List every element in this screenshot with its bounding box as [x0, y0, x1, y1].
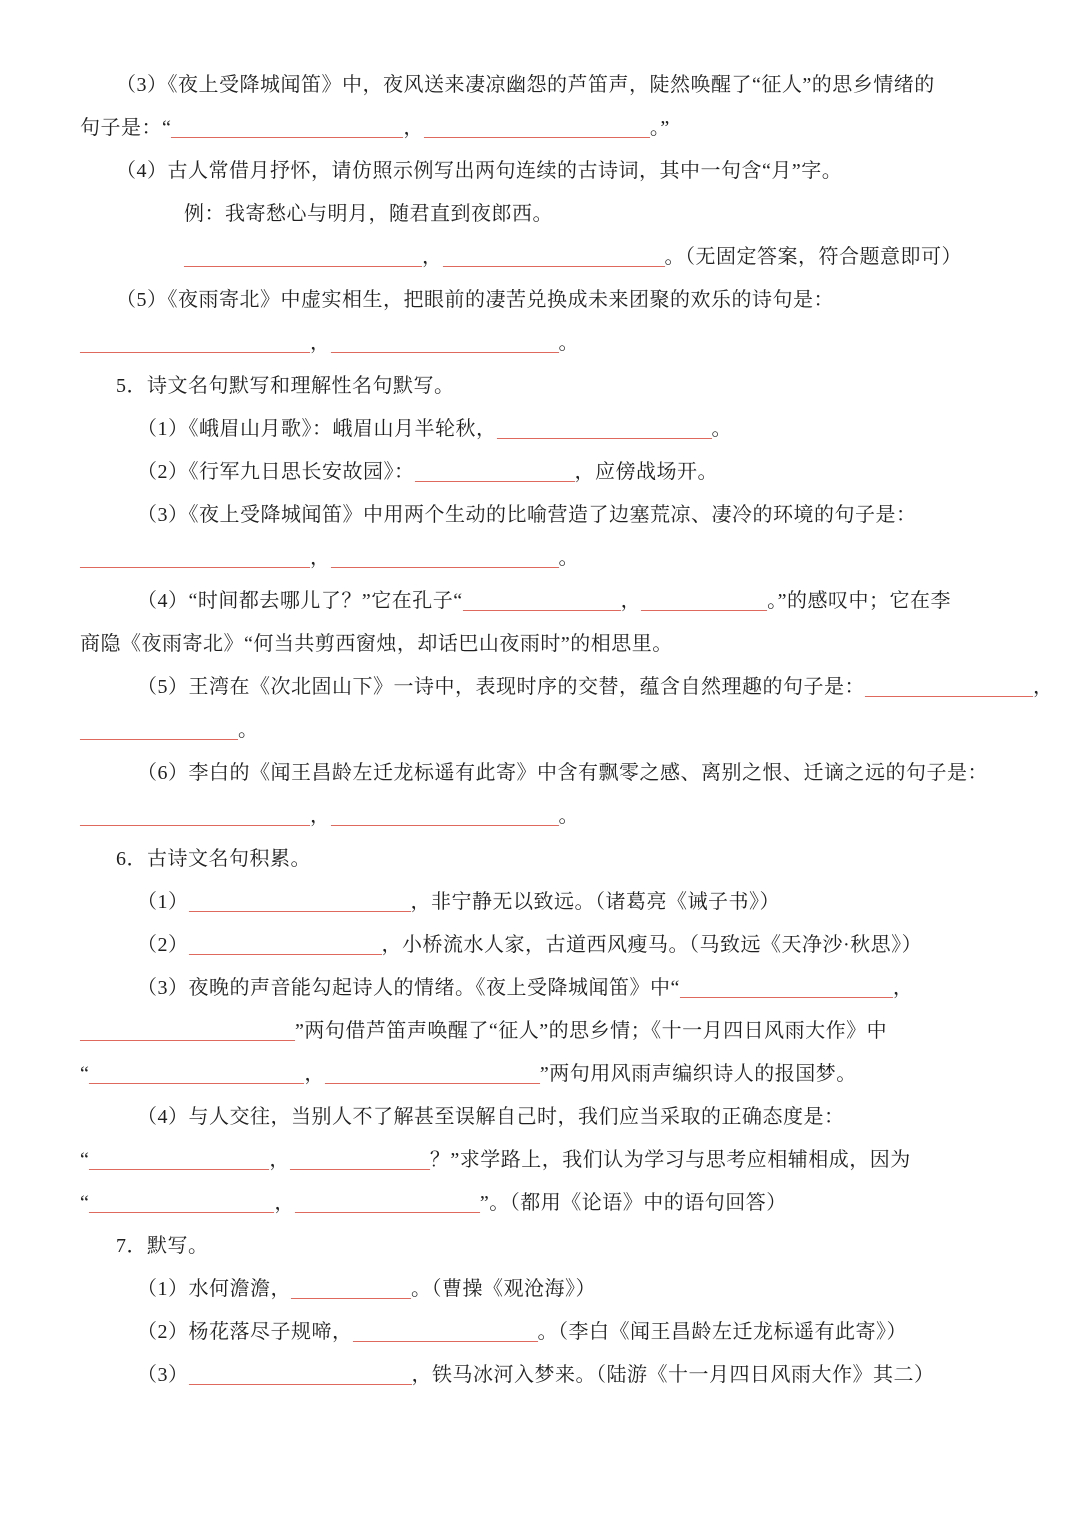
answer-blank: [89, 1162, 269, 1170]
text-line: [80, 752, 1002, 795]
answer-blank: [463, 603, 621, 611]
answer-blank: [424, 130, 650, 138]
text-segment: （1）水何澹澹，: [137, 1278, 291, 1300]
text-segment: （2）《行军九日思长安故园》：: [137, 461, 415, 483]
text-segment: ，: [304, 1063, 325, 1085]
text-segment: “: [80, 1192, 90, 1214]
answer-blank: [865, 689, 1033, 697]
answer-blank: [189, 947, 382, 955]
text-segment: ，: [269, 1149, 290, 1171]
text-line: [80, 967, 1002, 1010]
text-line: [80, 1053, 1002, 1096]
text-line: [80, 408, 1002, 451]
text-segment: （3）《夜上受降城闻笛》中用两个生动的比喻营造了边塞荒凉、凄冷的环境的句子是：: [137, 504, 917, 526]
text-segment: ，: [310, 805, 331, 827]
text-line: [80, 365, 1002, 408]
answer-blank: [331, 818, 559, 826]
text-segment: 。: [711, 418, 732, 440]
text-segment: 例：我寄愁心与明月，随君直到夜郎西。: [184, 203, 553, 225]
answer-blank: [189, 904, 411, 912]
text-segment: 7．默写。: [116, 1235, 209, 1257]
text-line: [80, 494, 1002, 537]
text-segment: 商隐《夜雨寄北》“何当共剪西窗烛，却话巴山夜雨时”的相思里。: [80, 633, 673, 655]
text-segment: 。（曹操《观沧海》）: [411, 1278, 596, 1300]
text-line: [80, 64, 1002, 107]
text-segment: ”两句借芦笛声唤醒了“征人”的思乡情；《十一月四日风雨大作》中: [295, 1020, 888, 1042]
text-segment: （3）夜晚的声音能勾起诗人的情绪。《夜上受降城闻笛》中“: [137, 977, 680, 999]
answer-blank: [80, 560, 310, 568]
text-segment: ”两句用风雨声编织诗人的报国梦。: [539, 1063, 857, 1085]
text-line: [80, 881, 1002, 924]
text-segment: ，: [422, 246, 443, 268]
text-segment: （3）《夜上受降城闻笛》中，夜风送来凄凉幽怨的芦笛声，陡然唤醒了“征人”的思乡情绪的: [116, 74, 935, 96]
text-segment: ，: [620, 590, 642, 612]
text-line: [80, 580, 1002, 623]
text-segment: （4）“时间都去哪儿了？”它在孔子“: [137, 590, 463, 612]
answer-blank: [325, 1076, 540, 1084]
text-segment: （4）古人常借月抒怀，请仿照示例写出两句连续的古诗词，其中一句含“月”字。: [116, 160, 843, 182]
text-segment: （1）《峨眉山月歌》：峨眉山月半轮秋，: [137, 418, 497, 440]
text-segment: ，: [310, 332, 331, 354]
answer-blank: [497, 431, 712, 439]
text-line: [80, 279, 1002, 322]
text-segment: ，: [403, 117, 424, 139]
text-line: [80, 451, 1002, 494]
text-segment: 5．诗文名句默写和理解性名句默写。: [116, 375, 455, 397]
text-segment: 。（无固定答案，符合题意即可）: [664, 246, 962, 268]
answer-blank: [291, 1291, 411, 1299]
text-segment: ”。（都用《论语》中的语句回答）: [479, 1192, 787, 1214]
text-segment: ，: [310, 547, 331, 569]
text-line: [80, 1268, 1002, 1311]
text-segment: ，应傍战场开。: [574, 461, 718, 483]
text-line: [80, 150, 1002, 193]
answer-blank: [80, 818, 310, 826]
text-segment: ，: [274, 1192, 295, 1214]
text-segment: 。（李白《闻王昌龄左迁龙标遥有此寄》）: [537, 1321, 907, 1343]
answer-blank: [353, 1334, 538, 1342]
text-segment: 。”: [649, 117, 670, 139]
text-segment: ？”求学路上，我们认为学习与思考应相辅相成，因为: [429, 1149, 911, 1171]
text-line: [80, 1225, 1002, 1268]
text-segment: “: [80, 1063, 90, 1085]
text-segment: （6）李白的《闻王昌龄左迁龙标遥有此寄》中含有飘零之感、离别之恨、迁谪之远的句子是：: [137, 762, 988, 784]
text-segment: ，: [892, 977, 914, 999]
text-line: [80, 838, 1002, 881]
answer-blank: [680, 990, 893, 998]
text-line: [80, 322, 1002, 365]
answer-blank: [80, 1033, 295, 1041]
answer-blank: [171, 130, 403, 138]
answer-blank: [641, 603, 767, 611]
text-segment: 。: [558, 547, 579, 569]
text-line: [80, 1010, 1002, 1053]
text-segment: （1）: [137, 891, 189, 913]
answer-blank: [80, 732, 238, 740]
text-line: [80, 924, 1002, 967]
text-segment: 6．古诗文名句积累。: [116, 848, 311, 870]
answer-blank: [290, 1162, 430, 1170]
text-segment: 。”的感叹中；它在李: [767, 590, 952, 612]
text-line: [80, 1139, 1002, 1182]
text-line: [80, 537, 1002, 580]
text-line: [80, 236, 1002, 279]
text-segment: 。: [238, 719, 259, 741]
answer-blank: [295, 1205, 480, 1213]
answer-blank: [443, 259, 665, 267]
text-segment: （3）: [137, 1364, 189, 1386]
answer-blank: [89, 1076, 304, 1084]
text-segment: ，: [1033, 676, 1054, 698]
text-line: [80, 666, 1054, 709]
text-line: [80, 1182, 1002, 1225]
text-segment: 。: [558, 332, 579, 354]
text-line: [80, 623, 1002, 666]
text-segment: （2）杨花落尽子规啼，: [137, 1321, 353, 1343]
text-segment: ，非宁静无以致远。（诸葛亮《诫子书》）: [410, 891, 780, 913]
text-segment: “: [80, 1149, 90, 1171]
text-segment: 句子是：“: [80, 117, 172, 139]
text-segment: 。: [558, 805, 579, 827]
text-line: [80, 795, 1002, 838]
text-line: [80, 1311, 1002, 1354]
text-line: [80, 107, 1002, 150]
text-segment: （5）《夜雨寄北》中虚实相生，把眼前的凄苦兑换成未来团聚的欢乐的诗句是：: [116, 289, 834, 311]
answer-blank: [184, 259, 422, 267]
worksheet-lines: [80, 64, 1054, 1397]
text-segment: （5）王湾在《次北固山下》一诗中，表现时序的交替，蕴含自然理趣的句子是：: [137, 676, 865, 698]
text-segment: （2）: [137, 934, 189, 956]
answer-blank: [415, 474, 575, 482]
answer-blank: [80, 345, 310, 353]
answer-blank: [331, 345, 559, 353]
text-segment: （4）与人交往，当别人不了解甚至误解自己时，我们应当采取的正确态度是：: [137, 1106, 845, 1128]
text-segment: ，小桥流水人家，古道西风瘦马。（马致远《天净沙·秋思》）: [381, 934, 923, 956]
text-segment: ，铁马冰河入梦来。（陆游《十一月四日风雨大作》其二）: [411, 1364, 935, 1386]
answer-blank: [331, 560, 559, 568]
answer-blank: [89, 1205, 274, 1213]
answer-blank: [189, 1377, 412, 1385]
text-line: [80, 193, 1002, 236]
text-line: [80, 1354, 1002, 1397]
text-line: [80, 709, 1002, 752]
text-line: [80, 1096, 1002, 1139]
